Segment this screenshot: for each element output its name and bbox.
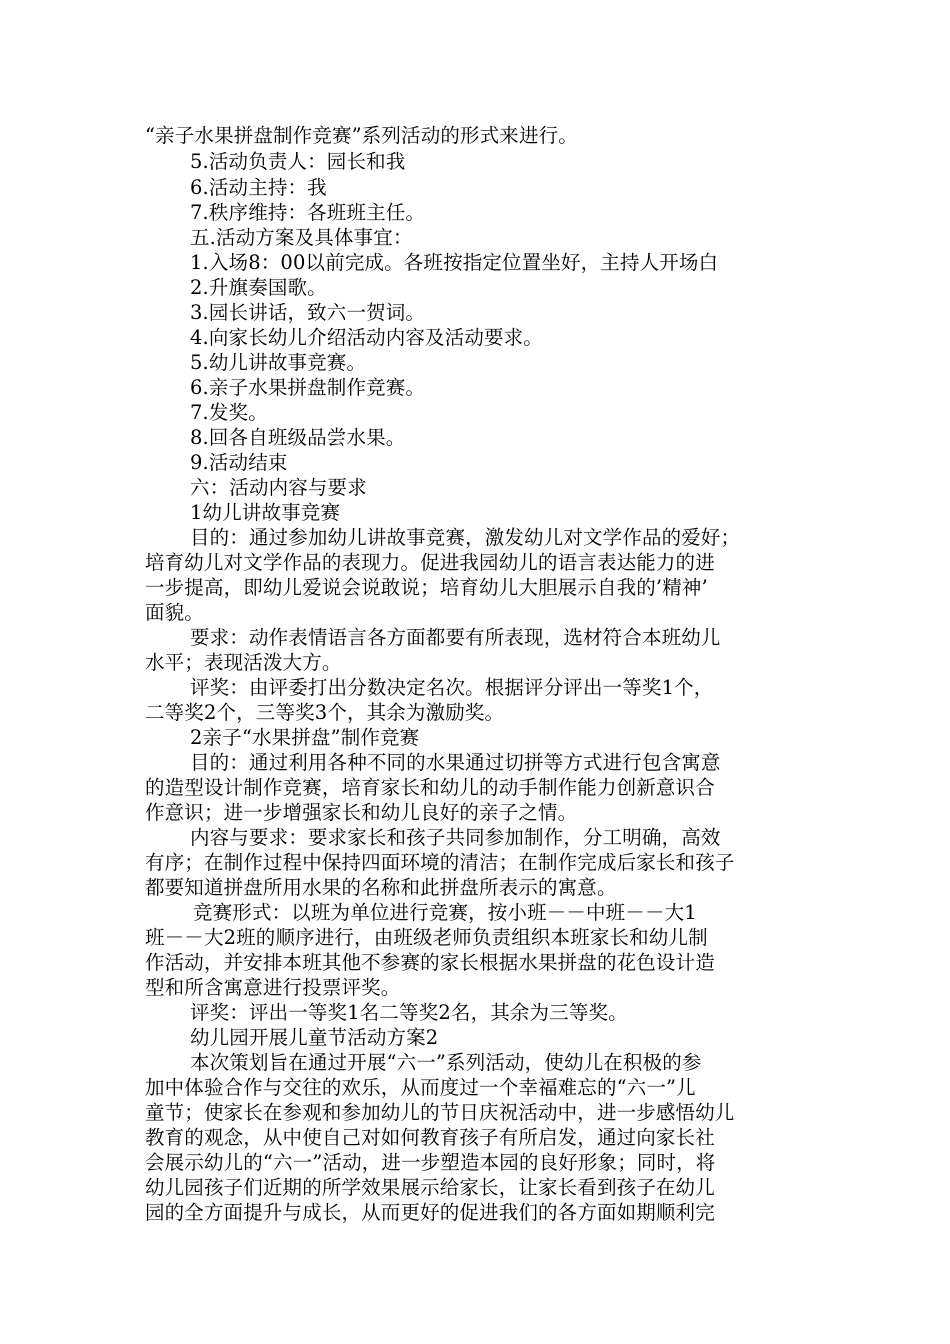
text-line: 会展示幼儿的“六一”活动，进一步塑造本园的良好形象；同时，将 bbox=[145, 1151, 716, 1174]
text-line: 7.发奖。 bbox=[190, 401, 268, 424]
text-line: 6.亲子水果拼盘制作竞赛。 bbox=[190, 376, 426, 399]
text-line: 水平；表现活泼大方。 bbox=[145, 651, 342, 674]
text-line: 的造型设计制作竞赛，培育家长和幼儿的动手制作能力创新意识合 bbox=[145, 776, 715, 799]
text-line: 教育的观念，从中使自己对如何教育孩子有所启发，通过向家长社 bbox=[145, 1126, 715, 1149]
text-line: 目的：通过参加幼儿讲故事竞赛，激发幼儿对文学作品的爱好； bbox=[190, 526, 741, 549]
text-line: “亲子水果拼盘制作竞赛”系列活动的形式来进行。 bbox=[145, 124, 578, 147]
text-line: 二等奖2个，三等奖3个，其余为激励奖。 bbox=[145, 701, 505, 724]
text-line: 目的：通过利用各种不同的水果通过切拼等方式进行包含寓意 bbox=[190, 751, 721, 774]
text-line: 评奖：评出一等奖1名二等奖2名，其余为三等奖。 bbox=[190, 1001, 628, 1024]
text-line: 5.活动负责人：园长和我 bbox=[190, 150, 406, 173]
section-heading: 幼儿园开展儿童节活动方案2 bbox=[190, 1026, 439, 1049]
text-line: 园的全方面提升与成长，从而更好的促进我们的各方面如期顺利完 bbox=[145, 1201, 715, 1224]
text-line: 6.活动主持：我 bbox=[190, 176, 327, 199]
text-line: 1.入场8：00以前完成。各班按指定位置坐好，主持人开场白 bbox=[190, 251, 719, 274]
text-line: 本次策划旨在通过开展“六一”系列活动，使幼儿在积极的参 bbox=[190, 1051, 702, 1074]
text-line: 2.升旗奏国歌。 bbox=[190, 276, 327, 299]
text-line: 幼儿园孩子们近期的所学效果展示给家长，让家长看到孩子在幼儿 bbox=[145, 1176, 715, 1199]
text-line: 要求：动作表情语言各方面都要有所表现，选材符合本班幼儿 bbox=[190, 626, 721, 649]
text-line: 8.回各自班级品尝水果。 bbox=[190, 426, 406, 449]
text-line: 5.幼儿讲故事竞赛。 bbox=[190, 351, 367, 374]
section-heading: 六：活动内容与要求 bbox=[190, 476, 367, 499]
text-line: 竞赛形式：以班为单位进行竞赛，按小班－－中班－－大1 bbox=[193, 901, 697, 924]
text-line: 3.园长讲话，致六一贺词。 bbox=[190, 301, 426, 324]
text-line: 加中体验合作与交往的欢乐，从而度过一个幸福难忘的“六一”儿 bbox=[145, 1076, 696, 1099]
text-line: 评奖：由评委打出分数决定名次。根据评分评出一等奖1个， bbox=[190, 676, 714, 699]
text-line: 4.向家长幼儿介绍活动内容及活动要求。 bbox=[190, 326, 543, 349]
subsection-heading: 1幼儿讲故事竞赛 bbox=[190, 501, 341, 524]
text-line: 童节；使家长在参观和参加幼儿的节日庆祝活动中，进一步感悟幼儿 bbox=[145, 1101, 735, 1124]
subsection-heading: 2亲子“水果拼盘”制作竞赛 bbox=[190, 726, 420, 749]
text-line: 型和所含寓意进行投票评奖。 bbox=[145, 976, 401, 999]
text-line: 都要知道拼盘所用水果的名称和此拼盘所表示的寓意。 bbox=[145, 876, 617, 899]
text-line: 面貌。 bbox=[145, 601, 204, 624]
text-line: 9.活动结束 bbox=[190, 451, 288, 474]
text-line: 一步提高，即幼儿爱说会说敢说；培育幼儿大胆展示自我的’精神’ bbox=[145, 576, 708, 599]
text-line: 五.活动方案及具体事宜： bbox=[190, 226, 413, 249]
text-line: 培育幼儿对文学作品的表现力。促进我园幼儿的语言表达能力的进 bbox=[145, 551, 715, 574]
text-line: 内容与要求：要求家长和孩子共同参加制作，分工明确，高效 bbox=[190, 826, 721, 849]
text-line: 7.秩序维持：各班班主任。 bbox=[190, 201, 426, 224]
text-line: 有序；在制作过程中保持四面环境的清洁；在制作完成后家长和孩子 bbox=[145, 851, 735, 874]
text-line: 作意识；进一步增强家长和幼儿良好的亲子之情。 bbox=[145, 801, 578, 824]
text-line: 班－－大2班的顺序进行，由班级老师负责组织本班家长和幼儿制 bbox=[145, 926, 708, 949]
text-line: 作活动，并安排本班其他不参赛的家长根据水果拼盘的花色设计造 bbox=[145, 951, 715, 974]
